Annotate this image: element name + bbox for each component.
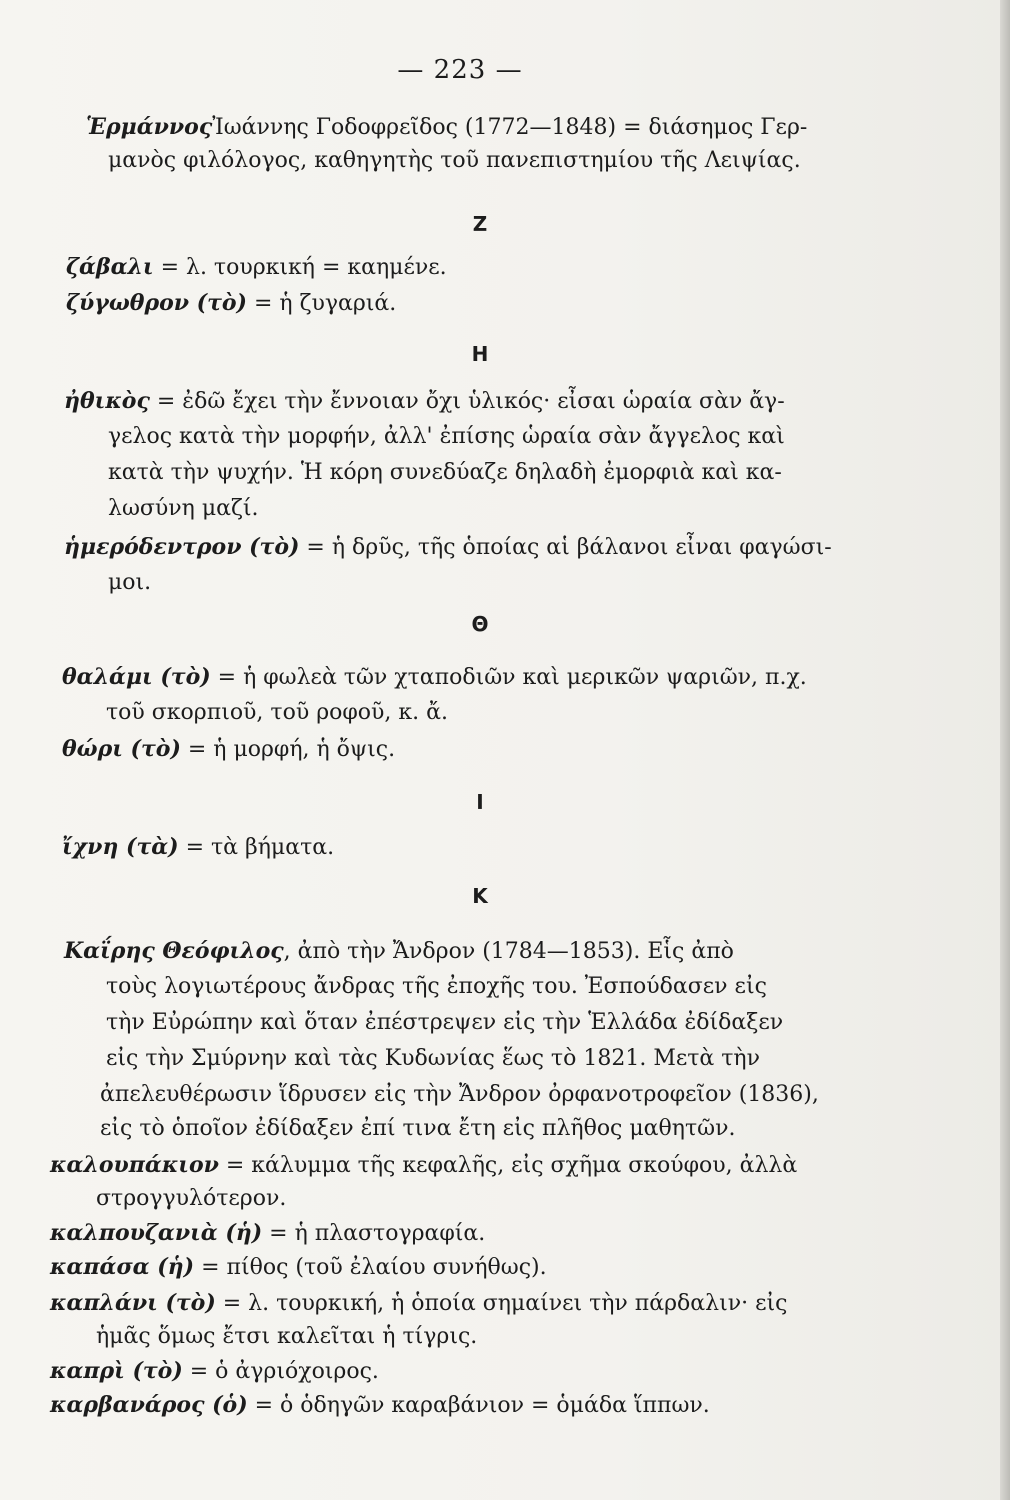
definition-text: , ἀπὸ τὴν Ἄνδρον (1784—1853). Εἷς ἀπὸ [283,939,734,964]
entry-zygothron [66,288,396,319]
entry-kapri [50,1356,379,1387]
entry-hermannos-line2: μανὸς φιλόλογος, καθηγητὴς τοῦ πανεπιστημίου τῆς Λειψίας. [108,148,801,173]
headword: ἠθικὸς [64,388,150,414]
entry-zavali [66,252,447,283]
entry-kaloupakion-line2: στρογγυλότερον. [96,1186,287,1211]
headword: καπλάνι (τὸ) [50,1290,216,1316]
definition-text: = κάλυμμα τῆς κεφαλῆς, εἰς σχῆμα σκούφου, ἀλλὰ [218,1153,798,1178]
headword: ζάβαλι [66,254,154,280]
entry-kaloupakion-line1 [50,1150,797,1181]
definition-text: = ἡ πλαστογραφία. [262,1221,486,1246]
entry-kairis-line4: εἰς τὴν Σμύρνην καὶ τὰς Κυδωνίας ἕως τὸ 1821. Μετὰ τὴν [106,1046,760,1071]
headword: ἴχνη (τὰ) [62,834,179,860]
headword: θώρι (τὸ) [62,736,181,762]
entry-thori [62,734,395,765]
entry-imerodendron-line1 [64,532,832,563]
definition-text: Ἰωάννης Γοδοφρεῖδος (1772—1848) = διάσημος Γερ- [212,115,808,140]
section-letter-theta: Θ [471,612,489,636]
definition-text: = ἡ δρῦς, τῆς ὁποίας αἱ βάλανοι εἶναι φαγώσι- [299,535,832,560]
entry-ithikos-line1 [64,386,785,417]
headword: ζύγωθρον (τὸ) [66,290,247,316]
entry-karvanaros [50,1390,710,1421]
entry-kairis-line2: τοὺς λογιωτέρους ἄνδρας τῆς ἐποχῆς του. Ἐσπούδασεν εἰς [106,974,767,999]
entry-hermannos-line1 [86,112,807,143]
definition-text: = ὁ ὁδηγῶν καραβάνιον = ὁμάδα ἵππων. [247,1393,710,1418]
section-letter-iota: Ι [476,790,484,814]
headword: καλουπάκιον [50,1152,219,1178]
definition-text: = τὰ βήματα. [178,835,335,860]
entry-kaplani-line2: ἡμᾶς ὅμως ἔτσι καλεῖται ἡ τίγρις. [96,1324,478,1349]
entry-thalami-line1 [62,662,807,693]
definition-text: = λ. τουρκική = καημένε. [153,255,447,280]
definition-text: = πίθος (τοῦ ἐλαίου συνήθως). [194,1255,547,1280]
headword: Ἑρμάννος [86,114,213,140]
entry-kairis-line3: τὴν Εὐρώπην καὶ ὅταν ἐπέστρεψεν εἰς τὴν Ἑλλάδα ἐδίδαξεν [106,1010,784,1035]
headword: καπάσα (ἡ) [50,1254,195,1280]
headword: καλπουζανιὰ (ἡ) [50,1220,263,1246]
entry-ithikos-line4: λωσύνη μαζί. [108,496,259,521]
entry-imerodendron-line2: μοι. [108,570,152,595]
headword: καρβανάρος (ὁ) [50,1392,248,1418]
section-letter-z: Ζ [472,212,488,236]
entry-kalpouzania [50,1218,485,1249]
definition-text: = ἡ ζυγαριά. [246,291,397,316]
page-edge [1000,0,1010,1500]
definition-text: = ὁ ἀγριόχοιρος. [182,1359,379,1384]
definition-text: = ἐδῶ ἔχει τὴν ἔννοιαν ὄχι ὑλικός· εἶσαι ὡραία σὰν ἄγ- [149,389,785,414]
headword: ἡμερόδεντρον (τὸ) [64,534,300,560]
entry-ichni [62,832,334,863]
entry-thalami-line2: τοῦ σκορπιοῦ, τοῦ ροφοῦ, κ. ἄ. [106,700,448,725]
definition-text: = λ. τουρκική, ἡ ὁποία σημαίνει τὴν πάρδαλιν· εἰς [215,1291,788,1316]
entry-ithikos-line3: κατὰ τὴν ψυχήν. Ἡ κόρη συνεδύαζε δηλαδὴ ἐμορφιὰ καὶ κα- [108,460,782,485]
entry-kapasa [50,1252,547,1283]
entry-kairis-line6: εἰς τὸ ὁποῖον ἐδίδαξεν ἐπί τινα ἔτη εἰς πλῆθος μαθητῶν. [100,1116,736,1141]
entry-kaplani-line1 [50,1288,787,1319]
headword: Καΐρης Θεόφιλος [64,938,284,964]
section-letter-kappa: Κ [472,884,488,908]
headword: θαλάμι (τὸ) [62,664,211,690]
entry-ithikos-line2: γελος κατὰ τὴν μορφήν, ἀλλ' ἐπίσης ὡραία σὰν ἄγγελος καὶ [108,424,785,449]
definition-text: = ἡ μορφή, ἡ ὄψις. [180,737,396,762]
entry-kairis-line1 [64,936,734,967]
headword: καπρὶ (τὸ) [50,1358,183,1384]
page-number: — 223 — [397,55,523,85]
section-letter-eta: Η [471,342,489,366]
definition-text: = ἡ φωλεὰ τῶν χταποδιῶν καὶ μερικῶν ψαριῶν, π.χ. [210,665,807,690]
entry-kairis-line5: ἀπελευθέρωσιν ἵδρυσεν εἰς τὴν Ἄνδρον ὀρφανοτροφεῖον (1836), [100,1082,819,1107]
